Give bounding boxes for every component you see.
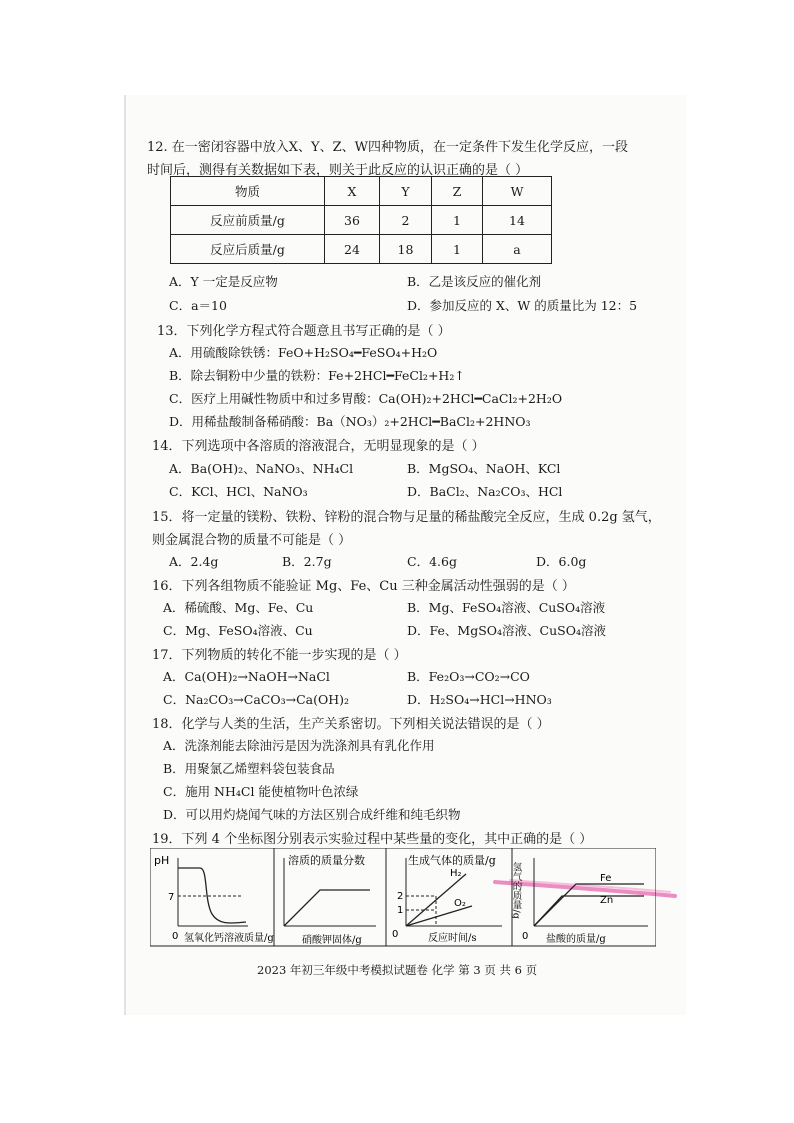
graph-3-xlabel: 反应时间/s bbox=[428, 933, 477, 944]
graph-2 bbox=[284, 858, 376, 926]
q18-option-d: D．可以用灼烧闻气味的方法区别合成纤维和纯毛织物 bbox=[163, 807, 461, 822]
q13-option-b: B．除去铜粉中少量的铁粉：Fe+2HCl━FeCl₂+H₂↑ bbox=[169, 368, 465, 383]
table-cell: 2 bbox=[380, 206, 432, 235]
q17-option-d: D．H₂SO₄→HCl→HNO₃ bbox=[407, 692, 552, 707]
q12-stem-line2: 时间后，测得有关数据如下表，则关于此反应的认识正确的是（ ） bbox=[147, 163, 529, 178]
q12-stem-line1: 12. 在一密闭容器中放入X、Y、Z、W四种物质，在一定条件下发生化学反应，一段 bbox=[147, 140, 629, 155]
table-row bbox=[171, 235, 552, 264]
graph-4-series-zn bbox=[534, 896, 644, 926]
table-header-cell: 物质 bbox=[171, 177, 325, 206]
graph-4 bbox=[534, 858, 648, 926]
q19-graphs bbox=[150, 848, 656, 948]
table-cell: 14 bbox=[483, 206, 552, 235]
q16-option-b: B．Mg、FeSO₄溶液、CuSO₄溶液 bbox=[407, 600, 606, 615]
q15-option-c: C．4.6g bbox=[407, 554, 457, 569]
q14-stem: 14．下列选项中各溶质的溶液混合，无明显现象的是（ ） bbox=[152, 439, 485, 454]
table-cell: 18 bbox=[380, 235, 432, 264]
q14-option-a: A．Ba(OH)₂、NaNO₃、NH₄Cl bbox=[169, 461, 354, 476]
graph-2-xlabel: 硝酸钾固体/g bbox=[302, 935, 362, 946]
q16-option-c: C．Mg、FeSO₄溶液、Cu bbox=[163, 623, 313, 638]
q12-option-c: C．a＝10 bbox=[169, 298, 227, 313]
graph-1 bbox=[178, 858, 248, 926]
table-header-cell: Z bbox=[432, 177, 483, 206]
table-cell: 36 bbox=[325, 206, 380, 235]
graph-3-origin: 0 bbox=[392, 929, 399, 940]
q16-option-d: D．Fe、MgSO₄溶液、CuSO₄溶液 bbox=[407, 623, 606, 638]
table-header-cell: Y bbox=[380, 177, 432, 206]
table-row bbox=[171, 177, 552, 206]
graph-3-series-o2 bbox=[406, 906, 472, 926]
graph-4-xlabel: 盐酸的质量/g bbox=[546, 934, 606, 945]
q15-option-d: D．6.0g bbox=[536, 554, 587, 569]
q12-option-b: B．乙是该反应的催化剂 bbox=[407, 274, 542, 289]
q14-option-b: B．MgSO₄、NaOH、KCl bbox=[407, 461, 561, 476]
graph-2-curve bbox=[284, 890, 370, 926]
q18-option-a: A．洗涤剂能去除油污是因为洗涤剂具有乳化作用 bbox=[163, 738, 435, 753]
table-row bbox=[171, 206, 552, 235]
graph-4-series-fe bbox=[534, 884, 644, 926]
graph-4-ylabel: 氢气的质量/g bbox=[510, 862, 522, 919]
graph-4-origin: 0 bbox=[522, 931, 529, 942]
table-header-cell: X bbox=[325, 177, 380, 206]
q13-option-c: C．医疗上用碱性物质中和过多胃酸：Ca(OH)₂+2HCl━CaCl₂+2H₂O bbox=[169, 391, 563, 406]
graph-3-ylabel: 生成气体的质量/g bbox=[408, 854, 496, 867]
graph-1-xlabel: 氢氧化钙溶液质量/g bbox=[184, 933, 274, 944]
q17-stem: 17．下列物质的转化不能一步实现的是（ ） bbox=[152, 648, 407, 663]
graph-1-ylabel: pH bbox=[154, 854, 170, 867]
graph-3-tick-1: 1 bbox=[397, 905, 404, 916]
q12-option-a: A．Y 一定是反应物 bbox=[169, 274, 278, 289]
q18-option-b: B．用聚氯乙烯塑料袋包装食品 bbox=[163, 761, 335, 776]
table-cell: 1 bbox=[432, 235, 483, 264]
q14-option-c: C．KCl、HCl、NaNO₃ bbox=[169, 484, 308, 499]
graph-1-tick-7: 7 bbox=[168, 892, 175, 903]
q18-stem: 18．化学与人类的生活，生产关系密切。下列相关说法错误的是（ ） bbox=[152, 717, 550, 732]
q13-option-a: A．用硫酸除铁锈：FeO+H₂SO₄━FeSO₄+H₂O bbox=[169, 345, 438, 360]
graph-4-label-fe: Fe bbox=[600, 873, 612, 884]
q15-stem-line2: 则金属混合物的质量不可能是（ ） bbox=[152, 533, 352, 548]
q15-option-b: B．2.7g bbox=[282, 554, 332, 569]
q15-option-a: A．2.4g bbox=[169, 554, 219, 569]
q16-stem: 16．下列各组物质不能验证 Mg、Fe、Cu 三种金属活动性强弱的是（ ） bbox=[152, 579, 575, 594]
table-cell: 反应前质量/g bbox=[171, 206, 325, 235]
graph-2-ylabel: 溶质的质量分数 bbox=[288, 854, 365, 867]
table-cell: 24 bbox=[325, 235, 380, 264]
q18-option-c: C．施用 NH₄Cl 能使植物叶色浓绿 bbox=[163, 784, 359, 799]
table-cell: a bbox=[483, 235, 552, 264]
graph-1-origin: 0 bbox=[172, 931, 179, 942]
table-header-cell: W bbox=[483, 177, 552, 206]
q12-option-d: D．参加反应的 X、W 的质量比为 12：5 bbox=[407, 298, 638, 313]
q14-option-d: D．BaCl₂、Na₂CO₃、HCl bbox=[407, 484, 563, 499]
page-footer: 2023 年初三年级中考模拟试题卷 化学 第 3 页 共 6 页 bbox=[257, 963, 538, 977]
q13-option-d: D．用稀盐酸制备稀硝酸：Ba（NO₃）₂+2HCl━BaCl₂+2HNO₃ bbox=[169, 414, 531, 429]
q12-data-table bbox=[170, 176, 552, 264]
q17-option-a: A．Ca(OH)₂→NaOH→NaCl bbox=[163, 669, 330, 684]
graph-3-label-h2: H₂ bbox=[450, 868, 462, 879]
q16-option-a: A．稀硫酸、Mg、Fe、Cu bbox=[163, 600, 314, 615]
q13-stem: 13．下列化学方程式符合题意且书写正确的是（ ） bbox=[157, 324, 451, 339]
graph-4-label-zn: Zn bbox=[600, 895, 614, 906]
q15-stem-line1: 15．将一定量的镁粉、铁粉、锌粉的混合物与足量的稀盐酸完全反应，生成 0.2g 氢气， bbox=[152, 510, 661, 525]
table-cell: 1 bbox=[432, 206, 483, 235]
q17-option-b: B．Fe₂O₃→CO₂→CO bbox=[407, 669, 530, 684]
graph-3-label-o2: O₂ bbox=[454, 898, 466, 909]
q17-option-c: C．Na₂CO₃→CaCO₃→Ca(OH)₂ bbox=[163, 692, 350, 707]
q19-stem: 19．下列 4 个坐标图分别表示实验过程中某些量的变化，其中正确的是（ ） bbox=[152, 832, 593, 847]
graph-3-tick-2: 2 bbox=[397, 891, 404, 902]
table-cell: 反应后质量/g bbox=[171, 235, 325, 264]
